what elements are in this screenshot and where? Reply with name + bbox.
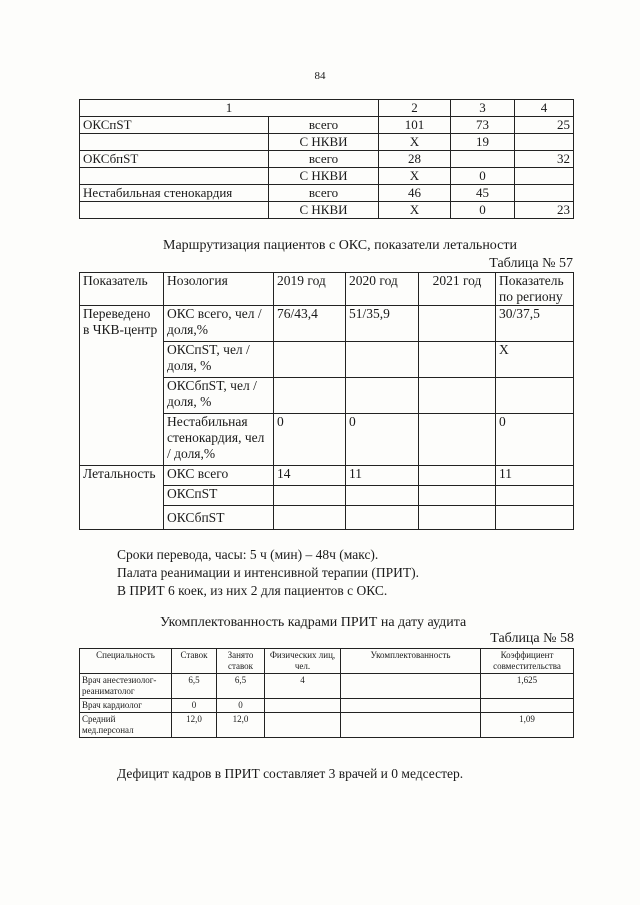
row-label [80,134,269,151]
cell: 19 [451,134,515,151]
cell [419,506,496,530]
nosology-cell: Нестабильная стенокардия, чел / доля,% [164,414,274,466]
cell [451,151,515,168]
continuation-table [79,99,574,219]
cell: 1,09 [481,713,574,738]
cell: 0 [451,168,515,185]
cell: 6,5 [217,674,265,699]
specialty-cell: Средний мед.персонал [80,713,172,738]
table-header-row [80,100,574,117]
header-cell: Показатель [80,273,164,306]
cell: 32 [515,151,574,168]
cell [274,486,346,506]
cell [419,414,496,466]
cell: 30/37,5 [496,306,574,342]
cell: 1,625 [481,674,574,699]
header-cell: Занято ставок [217,649,265,674]
cell [496,506,574,530]
cell [346,378,419,414]
specialty-cell: Врач кардиолог [80,699,172,713]
cell [274,378,346,414]
table-row [80,134,574,151]
row-label [80,202,269,219]
cell: 0 [217,699,265,713]
cell: 14 [274,466,346,486]
cell: 4 [265,674,341,699]
cell [341,699,481,713]
header-cell: 2019 год [274,273,346,306]
header-cell: 2020 год [346,273,419,306]
cell: Х [379,168,451,185]
header-cell: 4 [515,100,574,117]
nosology-cell: ОКСпST, чел / доля, % [164,342,274,378]
table-row [80,674,574,699]
row-sub: С НКВИ [269,168,379,185]
cell: 0 [346,414,419,466]
cell [274,506,346,530]
header-cell: 2021 год [419,273,496,306]
cell [419,466,496,486]
header-cell: Физических лиц, чел. [265,649,341,674]
cell [346,506,419,530]
row-sub: С НКВИ [269,134,379,151]
cell [265,713,341,738]
nosology-cell: ОКСбпST, чел / доля, % [164,378,274,414]
table-row [80,466,574,486]
cell [346,486,419,506]
cell: 46 [379,185,451,202]
cell: 11 [346,466,419,486]
cell: 76/43,4 [274,306,346,342]
staffing-table [79,648,574,738]
cell [341,674,481,699]
cell: 0 [451,202,515,219]
cell [419,306,496,342]
nosology-cell: ОКС всего, чел / доля,% [164,306,274,342]
header-cell: Показатель по региону [496,273,574,306]
cell [481,699,574,713]
cell: Х [379,134,451,151]
header-cell: Нозология [164,273,274,306]
table-row [80,117,574,134]
table-row [80,185,574,202]
paragraph-line: Палата реанимации и интенсивной терапии (ПРИТ). [117,565,419,580]
cell [496,378,574,414]
specialty-cell: Врач анестезиолог-реаниматолог [80,674,172,699]
cell: 12,0 [172,713,217,738]
row-label: ОКСпST [80,117,269,134]
table-header-row [80,273,574,306]
header-cell: Укомплектованность [341,649,481,674]
cell: 51/35,9 [346,306,419,342]
group-label: Летальность [80,466,164,530]
cell: 12,0 [217,713,265,738]
header-cell: Специальность [80,649,172,674]
cell [346,342,419,378]
row-sub: всего [269,117,379,134]
cell [419,378,496,414]
staff-deficit-text: Дефицит кадров в ПРИТ составляет 3 врачей и 0 медсестер. [117,766,464,781]
header-cell: 3 [451,100,515,117]
cell: 28 [379,151,451,168]
cell: 6,5 [172,674,217,699]
table57-caption: Маршрутизация пациентов с ОКС, показатели летальности [163,238,517,253]
table-row [80,713,574,738]
cell: Х [496,342,574,378]
cell [496,486,574,506]
cell: 0 [496,414,574,466]
row-label [80,168,269,185]
cell: 23 [515,202,574,219]
cell: 11 [496,466,574,486]
table-header-row [80,649,574,674]
cell [515,134,574,151]
row-label: Нестабильная стенокардия [80,185,269,202]
table58-number: Таблица № 58 [490,631,574,646]
group-label: Переведено в ЧКВ-центр [80,306,164,466]
cell: 25 [515,117,574,134]
cell [515,168,574,185]
cell: 45 [451,185,515,202]
header-cell: 1 [80,100,379,117]
row-sub: всего [269,185,379,202]
cell [341,713,481,738]
table-row [80,168,574,185]
nosology-cell: ОКСпST [164,486,274,506]
row-label: ОКСбпST [80,151,269,168]
table-row [80,151,574,168]
table-row [80,306,574,342]
routing-mortality-table [79,272,574,530]
cell [419,342,496,378]
cell [515,185,574,202]
row-sub: С НКВИ [269,202,379,219]
header-cell: 2 [379,100,451,117]
cell: 101 [379,117,451,134]
paragraph-line: В ПРИТ 6 коек, из них 2 для пациентов с ОКС. [117,583,388,598]
cell [274,342,346,378]
table58-caption: Укомплектованность кадрами ПРИТ на дату аудита [160,615,467,630]
page-number: 84 [314,70,326,82]
cell: 0 [172,699,217,713]
header-cell: Коэффициент совместительства [481,649,574,674]
nosology-cell: ОКС всего [164,466,274,486]
cell: 0 [274,414,346,466]
cell: 73 [451,117,515,134]
table57-number: Таблица № 57 [489,256,573,271]
cell [419,486,496,506]
row-sub: всего [269,151,379,168]
cell: Х [379,202,451,219]
paragraph-line: Сроки перевода, часы: 5 ч (мин) – 48ч (макс). [117,547,379,562]
nosology-cell: ОКСбпST [164,506,274,530]
table-row [80,699,574,713]
table-row [80,202,574,219]
header-cell: Ставок [172,649,217,674]
cell [265,699,341,713]
